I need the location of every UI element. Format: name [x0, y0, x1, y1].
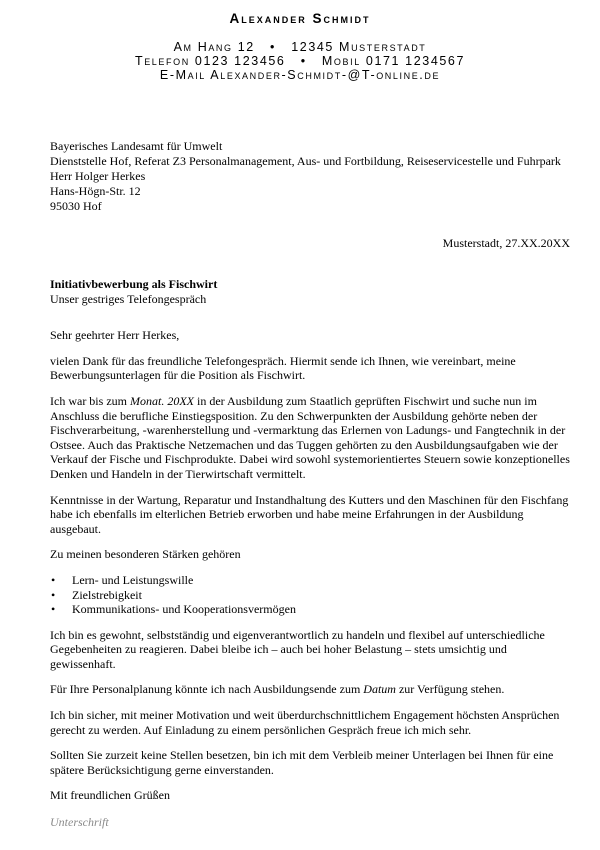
- list-item: • Lern- und Leistungswille: [50, 573, 570, 588]
- letter-date: Musterstadt, 27.XX.20XX: [442, 236, 570, 250]
- salutation: Sehr geehrter Herr Herkes,: [50, 328, 180, 343]
- paragraph-text: in der Ausbildung zum Staatlich geprüften Fischwirt und suche nun im Anschluss die berufliche Einstiegsposition. Zu den Schwerpunkten der Ausbildung gehörte neben der Fischverarbeitung, -warenherstellung und -vermarktung das Erlernen von Ladungs- und Fangtechnik in der Ostsee. Auch das Praktische Netzemachen und das Tuggen gehörten zu den Ausbildungsaufgaben wie der Verkauf der Fische und Fischprodukte. Dabei wird sowohl systemorientiertes Steuern sowie konzeptionelles Denken und Handeln in der Tierwirtschaft vermittelt.: [50, 393, 570, 481]
- sender-email: E-Mail Alexander-Schmidt-@T-online.de: [159, 68, 441, 82]
- closing: Mit freundlichen Grüßen: [50, 788, 170, 803]
- paragraph-retention: Sollten Sie zurzeit keine Stellen besetzen, bin ich mit dem Verbleib meiner Unterlagen bei Ihnen für eine spätere Berücksichtigung gerne einverstanden.: [50, 748, 554, 777]
- recipient-line: 95030 Hof: [50, 199, 102, 213]
- subject-subtitle: Unser gestriges Telefongespräch: [50, 291, 207, 306]
- recipient-line: Dienststelle Hof, Referat Z3 Personalmanagement, Aus- und Fortbildung, Reiseservicestelle und Fuhrpark: [50, 154, 561, 168]
- paragraph-intro: vielen Dank für das freundliche Telefongespräch. Hiermit sende ich Ihnen, wie vereinbart, meine Bewerbungsunterlagen für die Position als Fischwirt.: [50, 353, 516, 383]
- sender-address: Am Hang 12 • 12345 Musterstadt: [173, 40, 427, 54]
- placeholder-date: Datum: [363, 682, 396, 697]
- letterhead: [0, 11, 600, 82]
- list-item: • Kommunikations- und Kooperationsvermögen: [50, 602, 570, 617]
- paragraph-skills: Kenntnisse in der Wartung, Reparatur und Instandhaltung des Kutters und den Maschinen für den Fischfang habe ich ebenfalls im elterlichen Betrieb erworben und habe meine Erfahrungen in der Ausbildung ausgebaut.: [50, 492, 569, 536]
- paragraph-motivation: Ich bin sicher, mit meiner Motivation und weit überdurchschnittlichem Engagement höchsten Ansprüchen gerecht zu werden. Auf Einladung zu einem persönlichen Gespräch freue ich mich sehr.: [50, 708, 560, 737]
- letter-body: [50, 277, 570, 830]
- paragraph-text: zur Verfügung stehen.: [395, 682, 505, 697]
- signature-placeholder: Unterschrift: [50, 815, 109, 830]
- recipient-line: Bayerisches Landesamt für Umwelt: [50, 139, 223, 153]
- recipient-line: Hans-Högn-Str. 12: [50, 184, 141, 198]
- strengths-list: [50, 573, 570, 617]
- sender-phone: Telefon 0123 123456 • Mobil 0171 1234567: [134, 54, 466, 68]
- paragraph-text: Ich war bis zum: [50, 393, 130, 408]
- paragraph-work-style: Ich bin es gewohnt, selbstständig und eigenverantwortlich zu handeln und flexibel auf unterschiedliche Gegebenheiten zu reagieren. Dabei bleibe ich – auch bei hoher Belastung – stets umsichtig und gewissenhaft.: [50, 627, 545, 671]
- paragraph-strengths-intro: Zu meinen besonderen Stärken gehören: [50, 547, 241, 562]
- paragraph-availability: [50, 682, 570, 697]
- list-item: • Zielstrebigkeit: [50, 588, 570, 603]
- paragraph-text: Für Ihre Personalplanung könnte ich nach Ausbildungsende zum: [50, 682, 364, 697]
- subject-title: Initiativbewerbung als Fischwirt: [50, 277, 218, 291]
- recipient-line: Herr Holger Herkes: [50, 169, 146, 183]
- recipient-address: [50, 139, 561, 214]
- sender-name: Alexander Schmidt: [229, 11, 371, 26]
- paragraph-education: [50, 394, 570, 482]
- placeholder-month: Monat. 20XX: [129, 393, 194, 408]
